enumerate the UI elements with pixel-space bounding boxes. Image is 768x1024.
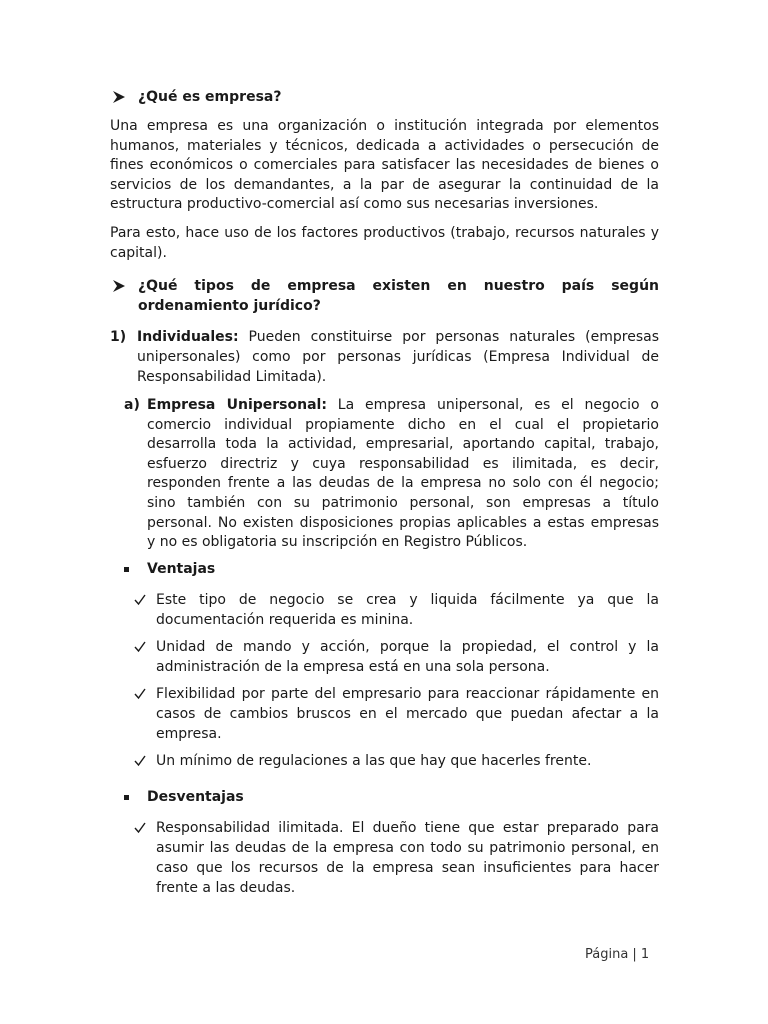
paragraph-definition: Una empresa es una organización o institución integrada por elementos humanos, materiales y técnicos, dedicada a actividades o persecución de fines económicos o comerciales para satisfacer las necesidades de bienes o servicios de los demandantes, a la par de asegurar la continuidad de la estructura productivo-comercial así como sus necesarias inversiones. [110,118,659,212]
item-title: Empresa Unipersonal: [147,397,327,413]
paragraph-factors: Para esto, hace uso de los factores productivos (trabajo, recursos naturales y capital). [110,225,659,261]
ventaja-text: Un mínimo de regulaciones a las que hay que hacerles frente. [156,753,592,769]
ventaja-text: Unidad de mando y acción, porque la propiedad, el control y la administración de la empresa está en una sola persona. [156,639,659,675]
desventaja-text: Responsabilidad ilimitada. El dueño tiene que estar preparado para asumir las deudas de la empresa con todo su patrimonio personal, en caso que los recursos de la empresa sean insuficientes para hacer frente a las deudas. [156,820,659,896]
checkmark-icon [133,637,147,657]
ventaja-item [133,590,659,630]
item-text: Pueden constituirse por personas naturales (empresas unipersonales) como por personas jurídicas (Empresa Individual de Responsabilidad Limitada). [137,329,659,385]
desventajas-heading [124,787,244,807]
desventajas-label: Desventajas [147,789,244,805]
ventaja-text: Este tipo de negocio se crea y liquida fácilmente ya que la documentación requerida es minina. [156,592,659,628]
ventaja-item [133,751,659,771]
item-title: Individuales: [137,329,239,345]
checkmark-icon [133,590,147,610]
arrow-bullet-icon [113,91,125,103]
ventajas-heading [124,559,215,579]
square-bullet-icon [124,567,129,572]
ventaja-text: Flexibilidad por parte del empresario para reaccionar rápidamente en casos de cambios bruscos en el mercado que puedan afectar a la empresa. [156,686,659,742]
list-number: 1) [110,329,127,345]
question-text: ¿Qué es empresa? [138,89,282,105]
list-item-empresa-unipersonal [124,396,659,553]
list-item-individuales [110,327,659,387]
ventaja-item [133,684,659,744]
page-number: Página | 1 [585,947,650,962]
checkmark-icon [133,684,147,704]
checkmark-icon [133,818,147,838]
item-text: La empresa unipersonal, es el negocio o comercio individual propiamente dicho en el cual el propietario desarrolla toda la actividad, empresarial, aportando capital, trabajo, esfuerzo directriz y cuya responsabilidad es ilimitada, es decir, responden frente a las deudas de la empresa no solo con él negocio; sino también con su patrimonio personal, son empresas a título personal. No existen disposiciones propias aplicables a estas empresas y no es obligatoria su inscripción en Registro Públicos. [147,397,659,551]
ventaja-item [133,637,659,677]
list-letter: a) [124,397,140,413]
arrow-bullet-icon [113,280,125,292]
ventajas-label: Ventajas [147,561,216,577]
question-text: ¿Qué tipos de empresa existen en nuestro país según ordenamiento jurídico? [138,278,659,314]
checkmark-icon [133,751,147,771]
square-bullet-icon [124,795,129,800]
desventaja-item [133,818,659,898]
